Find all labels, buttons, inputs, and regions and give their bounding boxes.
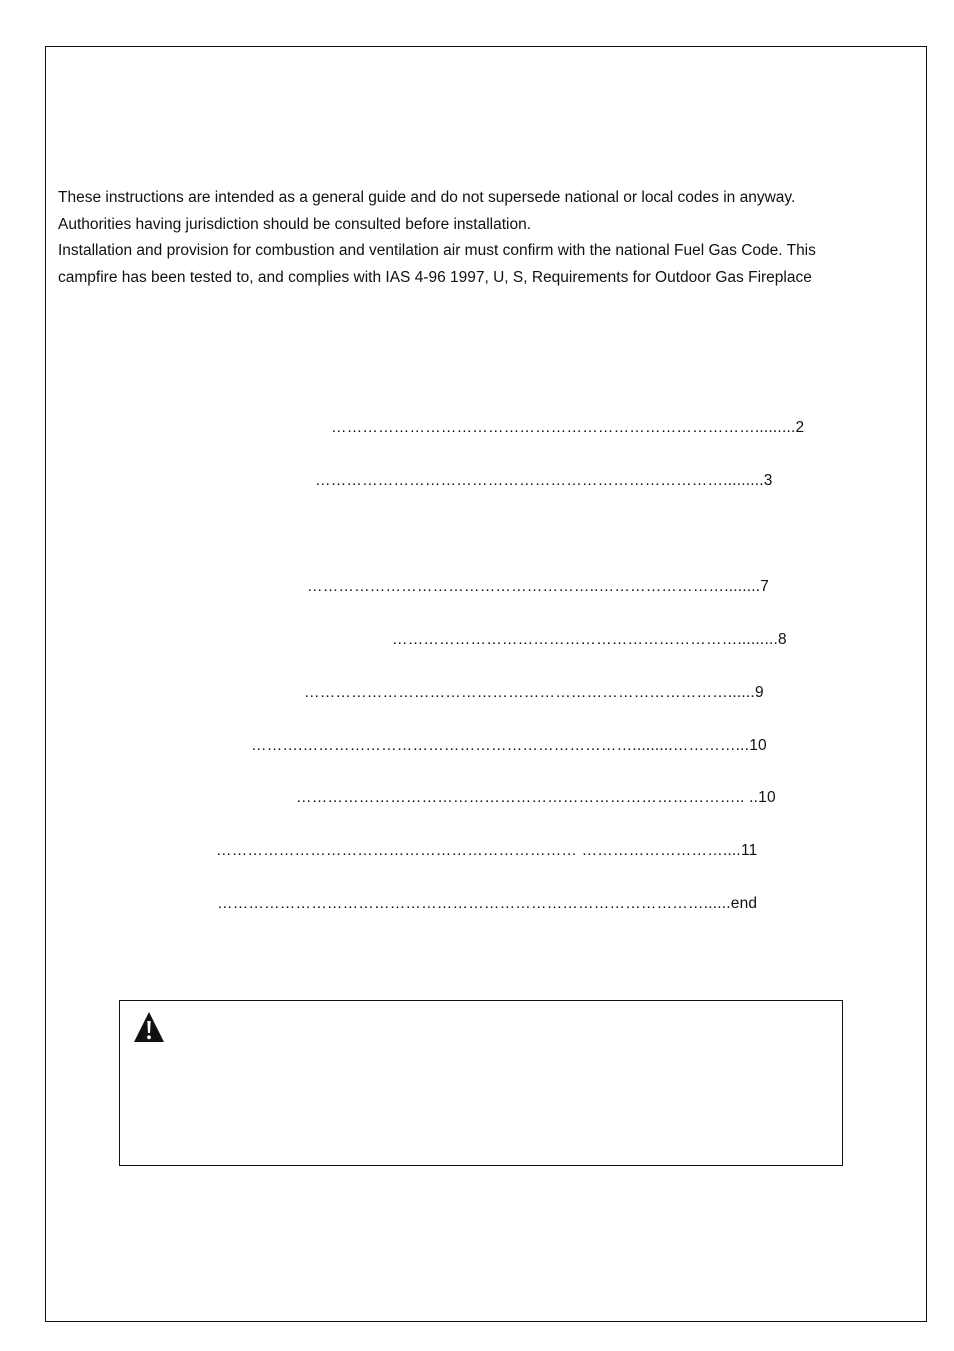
toc-entry <box>331 418 804 438</box>
intro-line: Installation and provision for combustion and ventilation air must confirm with the national Fuel Gas Code. This <box>58 242 816 259</box>
toc-leader: …………………………………………………………… ……………………….... <box>216 842 741 859</box>
toc-entry <box>315 471 773 491</box>
toc-page-number: 8 <box>777 631 787 648</box>
toc-entry <box>296 788 776 808</box>
toc-page-number: 11 <box>740 842 758 859</box>
toc-page-number: 10 <box>758 789 776 806</box>
toc-entry <box>392 630 787 650</box>
toc-entry <box>307 577 769 597</box>
toc-page-number: 3 <box>763 472 773 489</box>
toc-page-number: 7 <box>760 578 770 595</box>
toc-page-number: end <box>730 895 758 912</box>
toc-leader: ……….……………………………………………………….........…………... <box>251 737 750 754</box>
toc-leader: …………………………………………………………………………………...... <box>217 895 731 912</box>
toc-entry <box>216 841 757 861</box>
toc-entry <box>251 736 767 756</box>
intro-line: These instructions are intended as a general guide and do not supersede national or local codes in anyway. <box>58 189 796 206</box>
toc-leader: …………………………………………………………......... <box>392 631 778 648</box>
warning-box <box>119 1000 843 1166</box>
toc-page-number: 2 <box>795 419 805 436</box>
toc-leader: ………………………………………………..……………………........ <box>307 578 761 595</box>
toc-page-number: 9 <box>754 684 764 701</box>
warning-triangle-icon <box>133 1011 165 1043</box>
toc-leader: ………………………………………………………………………….. .. <box>296 789 759 806</box>
toc-leader: ………………………………………………………………………......... <box>331 419 796 436</box>
intro-text <box>58 185 908 291</box>
toc-leader: ……………………………………………………………………......... <box>315 472 764 489</box>
toc-entry <box>304 683 764 703</box>
intro-line: campfire has been tested to, and complies with IAS 4-96 1997, U, S, Requirements for Outdoor Gas Fireplace <box>58 268 812 286</box>
toc-leader: ………………………………………………………………………...... <box>304 684 755 701</box>
intro-line: Authorities having jurisdiction should be consulted before installation. <box>58 215 532 233</box>
toc-page-number: 10 <box>749 737 767 754</box>
toc-entry <box>217 894 757 914</box>
